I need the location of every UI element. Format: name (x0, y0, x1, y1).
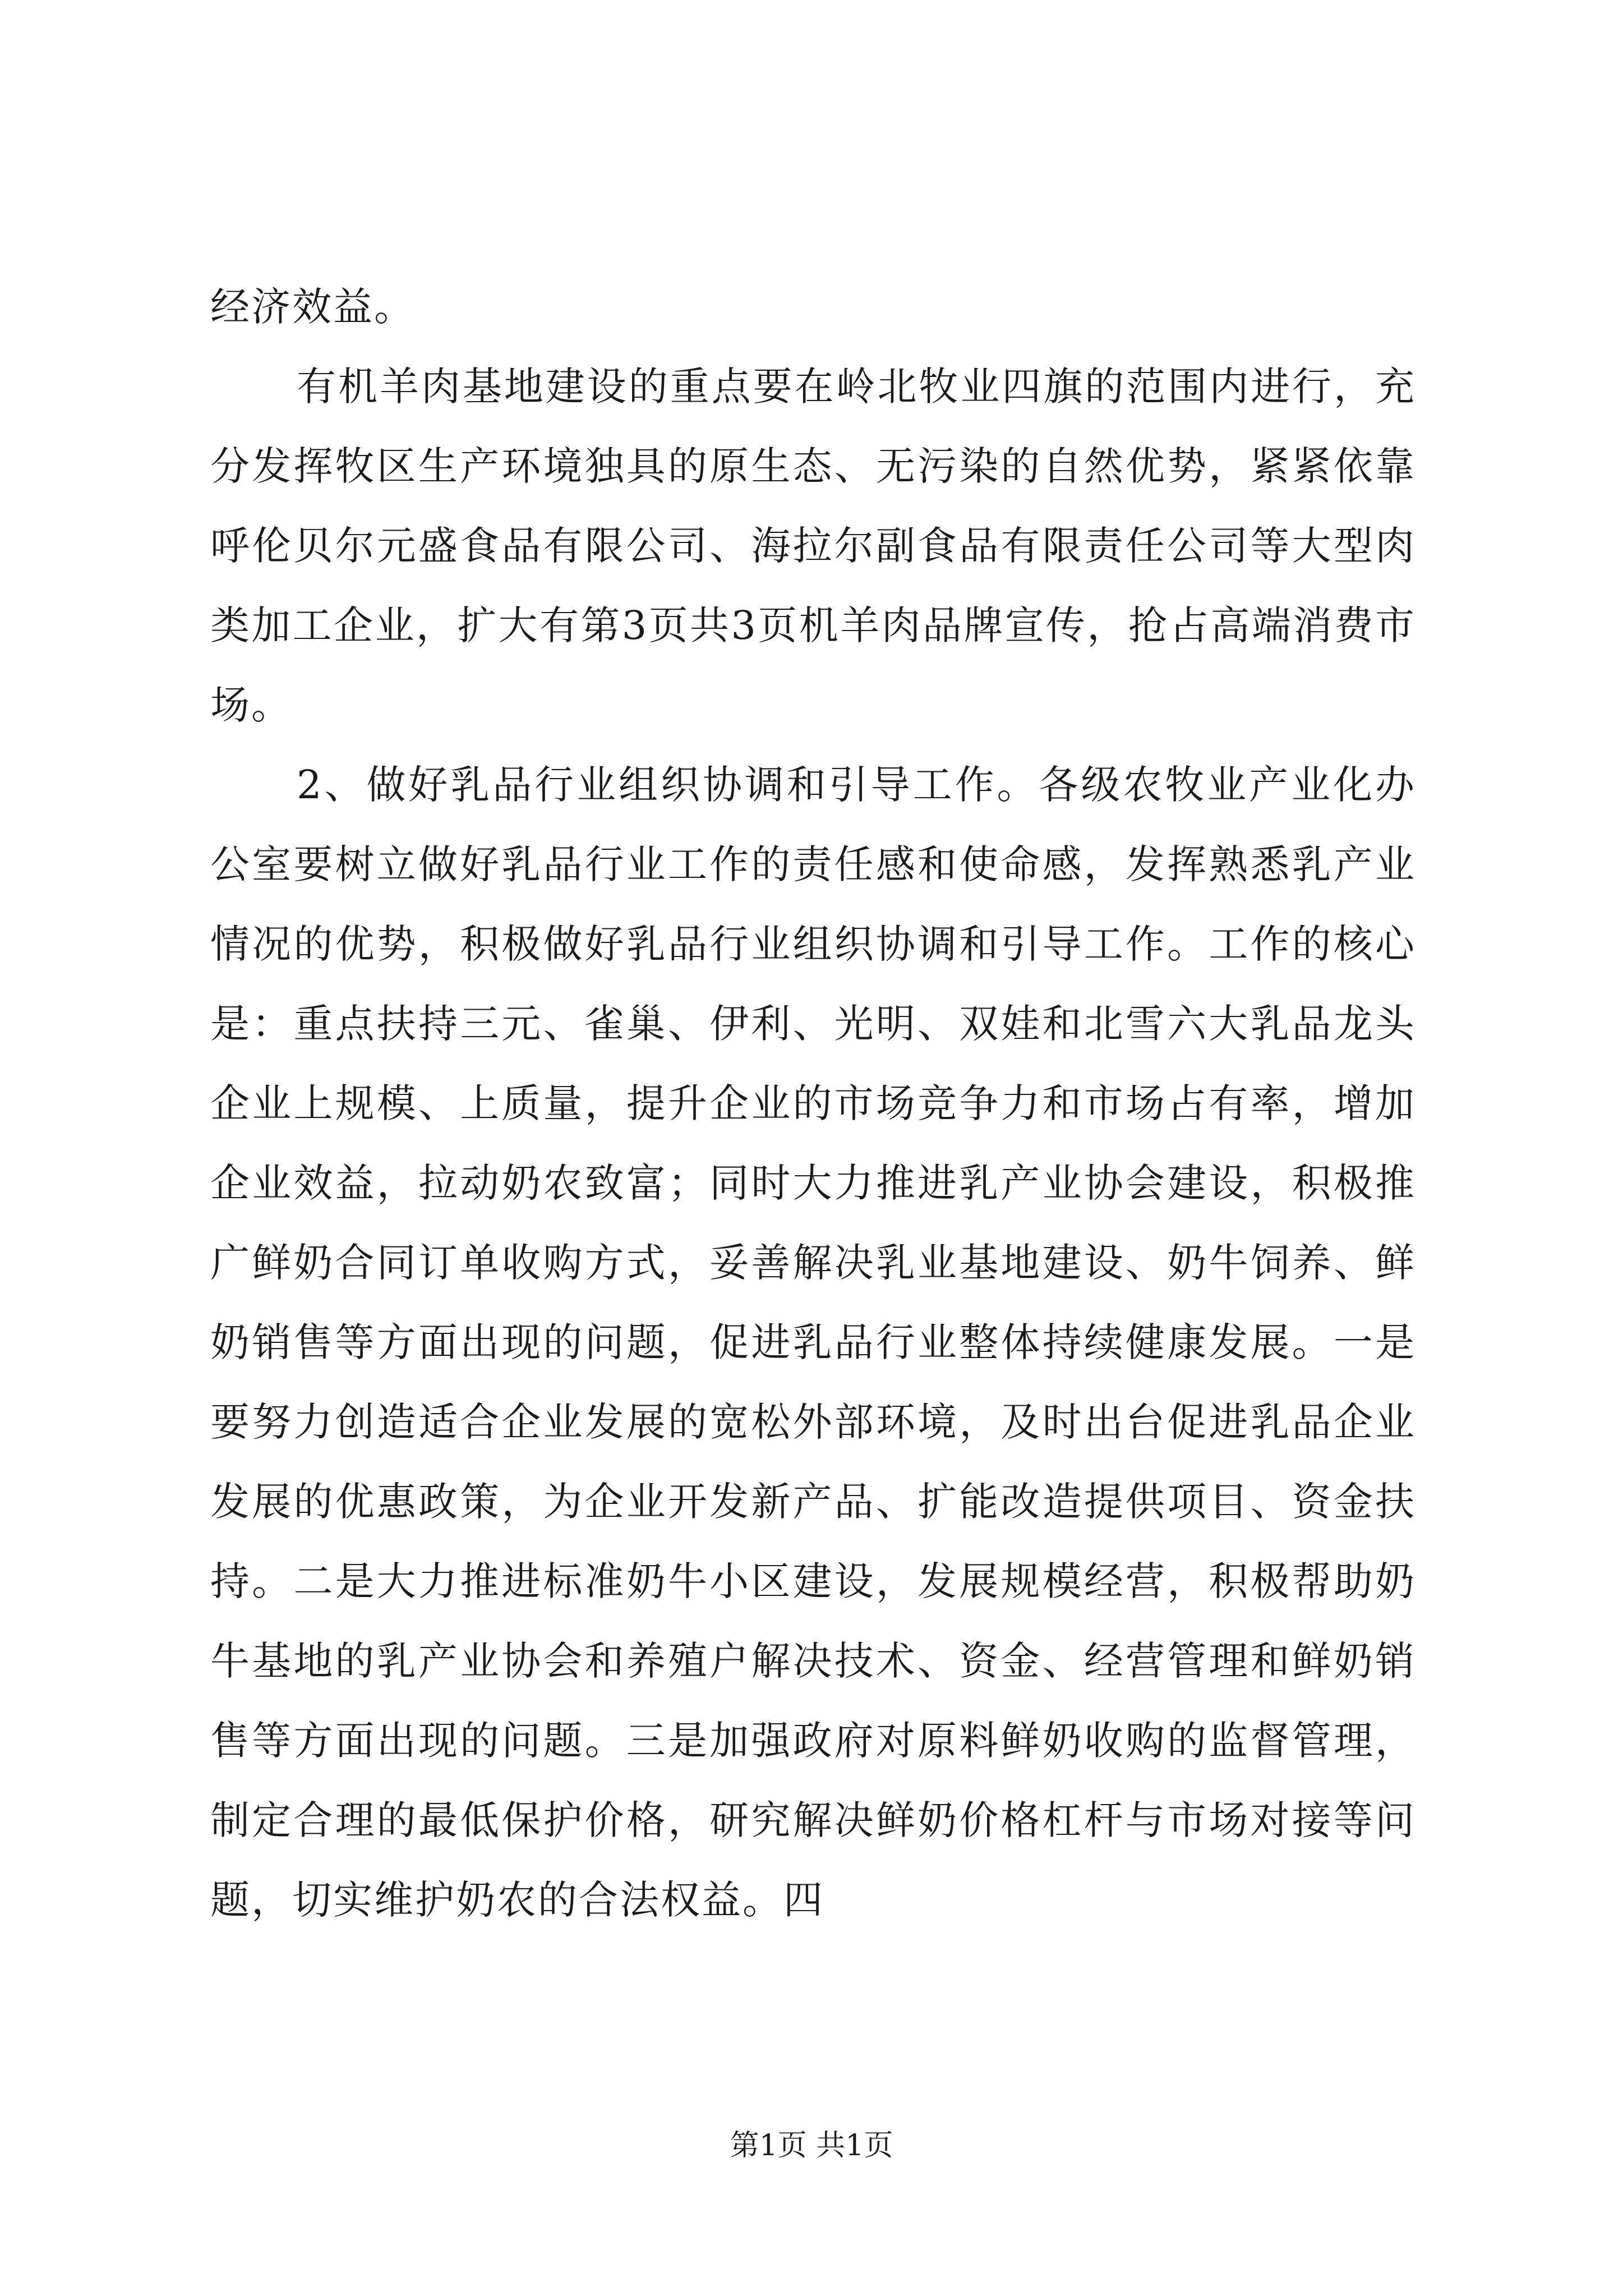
paragraph-3: 2、做好乳品行业组织协调和引导工作。各级农牧业产业化办公室要树立做好乳品行业工作的责任感和使命感，发挥熟悉乳产业情况的优势，积极做好乳品行业组织协调和引导工作。工作的核心是：重点扶持三元、雀巢、伊利、光明、双娃和北雪六大乳品龙头企业上规模、上质量，提升企业的市场竞争力和市场占有率，增加企业效益，拉动奶农致富；同时大力推进乳产业协会建设，积极推广鲜奶合同订单收购方式，妥善解决乳业基地建设、奶牛饲养、鲜奶销售等方面出现的问题，促进乳品行业整体持续健康发展。一是要努力创造适合企业发展的宽松外部环境，及时出台促进乳品企业发展的优惠政策，为企业开发新产品、扩能改造提供项目、资金扶持。二是大力推进标准奶牛小区建设，发展规模经营，积极帮助奶牛基地的乳产业协会和养殖户解决技术、资金、经营管理和鲜奶销售等方面出现的问题。三是加强政府对原料鲜奶收购的监督管理，制定合理的最低保护价格，研究解决鲜奶价格杠杆与市场对接等问题，切实维护奶农的合法权益。四 (210, 762, 1416, 1923)
body-text (210, 267, 1416, 1940)
paragraph-1: 经济效益。 (210, 284, 415, 330)
paragraph-2: 有机羊肉基地建设的重点要在岭北牧业四旗的范围内进行，充分发挥牧区生产环境独具的原生态、无污染的自然优势，紧紧依靠呼伦贝尔元盛食品有限公司、海拉尔副食品有限责任公司等大型肉类加工企业，扩大有第3页共3页机羊肉品牌宣传，抢占高端消费市场。 (210, 364, 1416, 728)
page-footer: 第1页 共1页 (730, 2129, 893, 2162)
